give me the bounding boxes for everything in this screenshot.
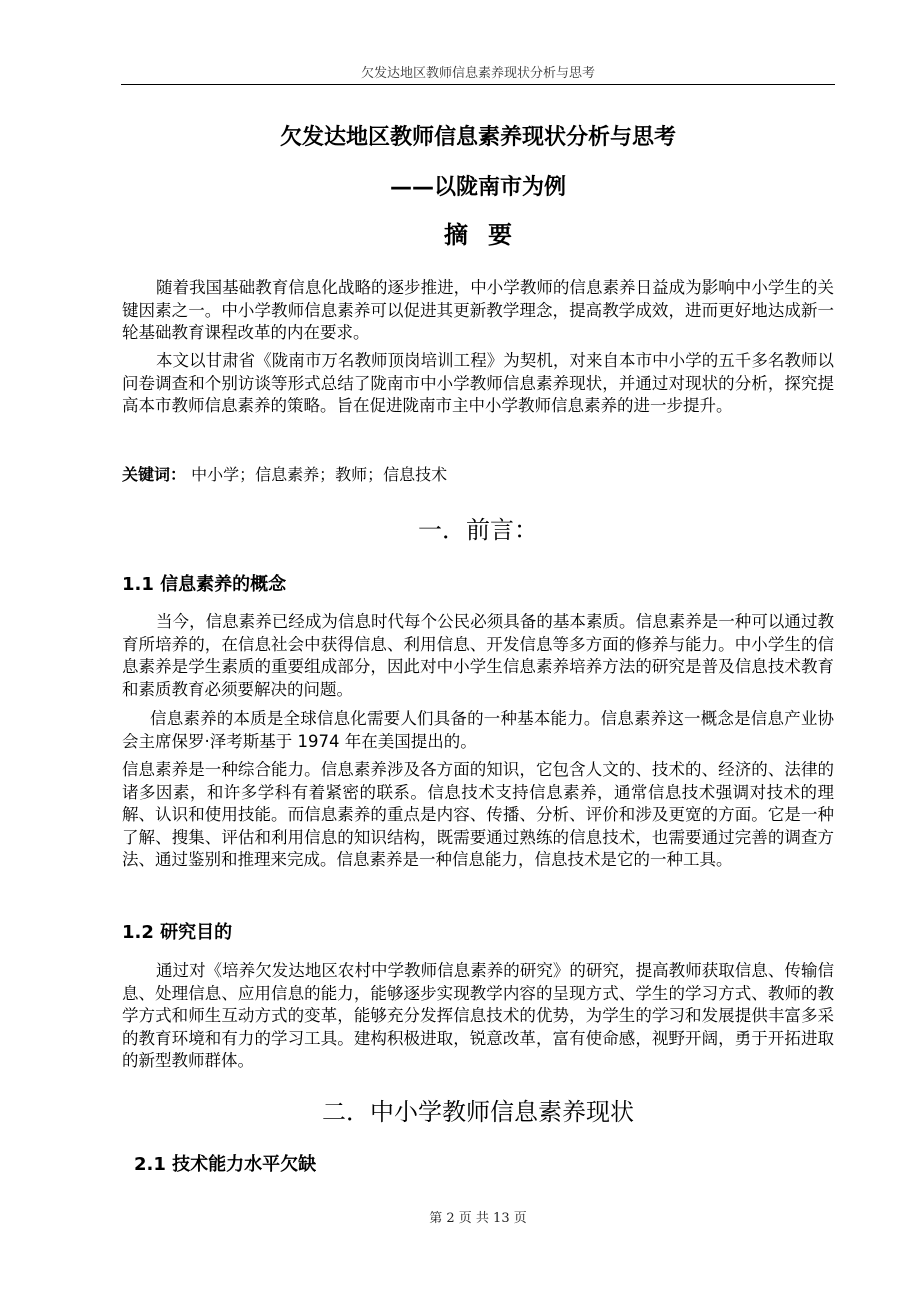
keywords-line (122, 462, 447, 485)
page-footer: 第 2 页 共 13 页 (429, 1211, 527, 1226)
document-subtitle: ——以陇南市为例 (389, 175, 566, 200)
document-title: 欠发达地区教师信息素养现状分析与思考 (279, 125, 676, 150)
subsection-2-1-heading: 2.1 技术能力水平欠缺 (134, 1154, 317, 1175)
subsection-1-1-paragraph-1: 当今，信息素养已经成为信息时代每个公民必须具备的基本素质。信息素养是一种可以通过教育所培养的，在信息社会中获得信息、利用信息、开发信息等多方面的修养与能力。中小学生的信息素养是学生素质的重要组成部分，因此对中小学生信息素养培养方法的研究是普及信息技术教育和素质教育必须要解决的问题。 (122, 612, 834, 699)
section-2-heading: 二．中小学教师信息素养现状 (322, 1098, 634, 1126)
header-divider (121, 84, 835, 85)
subsection-1-2-heading: 1.2 研究目的 (122, 922, 233, 943)
subsection-1-2-paragraph-1: 通过对《培养欠发达地区农村中学教师信息素养的研究》的研究，提高教师获取信息、传输信息、处理信息、应用信息的能力，能够逐步实现教学内容的呈现方式、学生的学习方式、教师的教学方式和师生互动方式的变革，能够充分发挥信息技术的优势，为学生的学习和发展提供丰富多采的教育环境和有力的学习工具。建构积极进取，锐意改革，富有使命感，视野开阔，勇于开拓进取的新型教师群体。 (122, 961, 834, 1071)
running-header: 欠发达地区教师信息素养现状分析与思考 (360, 66, 595, 81)
abstract-heading: 摘要 (444, 221, 532, 249)
subsection-1-1-paragraph-2: 信息素养的本质是全球信息化需要人们具备的一种基本能力。信息素养这一概念是信息产业协会主席保罗·泽考斯基于 1974 年在美国提出的。 (122, 709, 834, 751)
abstract-paragraph-1: 随着我国基础教育信息化战略的逐步推进，中小学教师的信息素养日益成为影响中小学生的关键因素之一。中小学教师信息素养可以促进其更新教学理念，提高教学成效，进而更好地达成新一轮基础教育课程改革的内在要求。 (122, 278, 834, 343)
section-1-heading: 一．前言： (418, 516, 538, 544)
subsection-1-1-paragraph-3: 信息素养是一种综合能力。信息素养涉及各方面的知识，它包含人文的、技术的、经济的、法律的诸多因素，和许多学科有着紧密的联系。信息技术支持信息素养，通常信息技术强调对技术的理解、认识和使用技能。而信息素养的重点是内容、传播、分析、评价和涉及更宽的方面。它是一种了解、搜集、评估和利用信息的知识结构，既需要通过熟练的信息技术，也需要通过完善的调查方法、通过鉴别和推理来完成。信息素养是一种信息能力，信息技术是它的一种工具。 (122, 760, 834, 870)
keywords-label: 关键词： (122, 465, 187, 484)
abstract-paragraph-2: 本文以甘肃省《陇南市万名教师顶岗培训工程》为契机，对来自本市中小学的五千多名教师以问卷调查和个别访谈等形式总结了陇南市中小学教师信息素养现状，并通过对现状的分析，探究提高本市教师信息素养的策略。旨在促进陇南市主中小学教师信息素养的进一步提升。 (122, 351, 834, 416)
keywords-text: 中小学；信息素养；教师；信息技术 (191, 465, 448, 484)
subsection-1-1-heading: 1.1 信息素养的概念 (122, 574, 287, 595)
